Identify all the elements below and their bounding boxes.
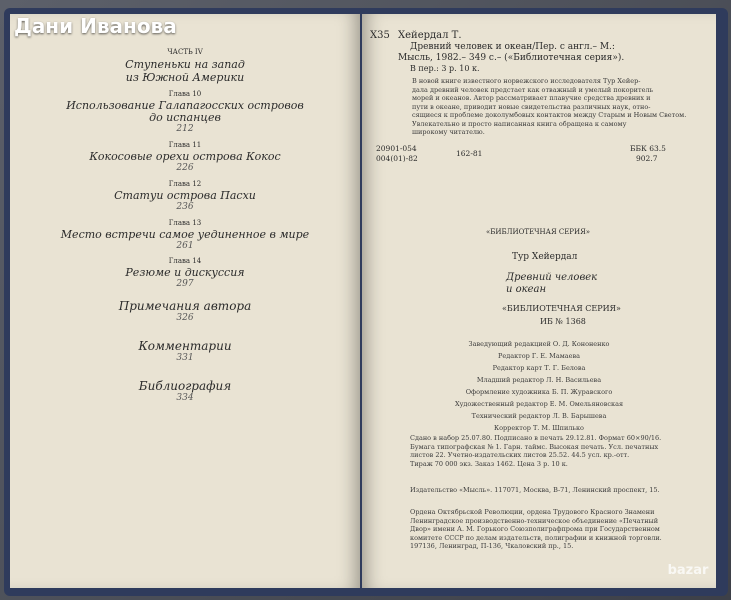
card-author: Хейердал Т.: [398, 30, 462, 41]
extra-page: 331: [176, 353, 194, 363]
card-price: В пер.: 3 р. 10 к.: [410, 64, 480, 73]
extra-page: 326: [176, 313, 194, 323]
seller-watermark: Дани Иванова: [14, 14, 177, 38]
bbk-code-2: 902.7: [636, 154, 658, 163]
chapter-title: Использование Галапагосских островов: [66, 99, 304, 112]
index-code-2: 004(01)-82: [376, 154, 418, 163]
series-caps: «БИБЛИОТЕЧНАЯ СЕРИЯ»: [502, 304, 621, 313]
chapter-label: Глава 12: [168, 180, 202, 188]
card-title: Древний человек и океан/Пер. с англ.– М.:: [410, 42, 615, 52]
extra-title: Комментарии: [138, 339, 232, 353]
ib-number: ИБ № 1368: [540, 317, 586, 326]
print-info: Сдано в набор 25.07.80. Подписано в печать 29.12.81. Формат 60×90/16. Бумага типографская № 1. Гарн. таймс. Высокая печать. Усл. печатных листов 22. Учетно-издательских листов 25.52. 44.5 усл. кр.-отт. Тираж 70 000 экз. Заказ 1462. Цена 3 р. 10 к.: [410, 434, 662, 468]
catalog-code: Х35: [370, 30, 390, 41]
index-code-3: 162-81: [456, 149, 483, 158]
chapter-page: 297: [176, 279, 194, 289]
chapter-title: Статуи острова Пасхи: [114, 189, 256, 202]
chapter-page: 226: [176, 163, 194, 173]
chapter-title: Место встречи самое уединенное в мире: [60, 228, 310, 241]
book-title-2: и океан: [506, 284, 547, 295]
chapter-page: 212: [176, 124, 194, 134]
part-title-line2: из Южной Америки: [125, 71, 245, 84]
part-title-line1: Ступеньки на запад: [125, 58, 245, 71]
chapter-page: 236: [176, 202, 194, 212]
chapter-label: Глава 11: [168, 141, 202, 149]
bbk-code: ББК 63.5: [630, 144, 666, 153]
card-imprint: Мысль, 1982.– 349 с.– («Библиотечная серия»).: [398, 53, 625, 63]
bazar-logo: [661, 554, 715, 584]
extra-page: 334: [176, 393, 194, 403]
extra-title: Примечания автора: [118, 299, 252, 313]
left-page: [10, 14, 360, 588]
series-label: «БИБЛИОТЕЧНАЯ СЕРИЯ»: [486, 228, 591, 236]
chapter-title: Резюме и дискуссия: [125, 266, 245, 279]
chapter-page: 261: [176, 241, 194, 251]
chapter-label: Глава 14: [168, 257, 202, 265]
chapter-label: Глава 13: [168, 219, 202, 227]
printer-info: Ордена Октябрьской Революции, ордена Трудового Красного Знамени Ленинградское производственно-техническое объединение «Печатный Двор» имени А. М. Горького Союзполиграфпрома при Государственном комитете СССР по делам издательств, полиграфии и книжной торговли. 197136, Ленинград, П-136, Чкаловский пр., 15.: [410, 508, 662, 550]
extra-title: Библиография: [138, 379, 232, 393]
part-label: ЧАСТЬ IV: [167, 48, 203, 56]
svg-text:bazar: bazar: [667, 563, 709, 578]
right-page: [362, 14, 716, 588]
chapter-label: Глава 10: [168, 90, 202, 98]
author-name: Тур Хейердал: [512, 252, 578, 262]
abstract: В новой книге известного норвежского исследователя Тур Хейер- дала древний человек предстает как отважный и умелый покоритель морей и океанов. Автор рассматривает плавучие средства древних и пути в океане, приводит новые свидетельства различных наук, отно- сящиеся к проблеме доколумбовых контактов между Старым и Новым Светом. Увлекательно и просто написанная книга обращена к самому широкому читателю.: [412, 77, 687, 136]
publisher-line: Издательство «Мысль». 117071, Москва, В-71, Ленинский проспект, 15.: [410, 486, 660, 494]
chapter-title: Кокосовые орехи острова Кокос: [89, 150, 281, 163]
index-code-1: 20901-054: [376, 144, 417, 153]
credits: Заведующий редакцией О. Д. Кононенко Редактор Г. Е. Мамаева Редактор карт Т. Г. Белова Младший редактор Л. Н. Васильева Оформление художника Б. П. Журавского Художественный редактор Е. М. Омельяновская Технический редактор Л. В. Барышева Корректор Т. М. Шпилько: [454, 340, 624, 432]
book-title-1: Древний человек: [506, 272, 598, 283]
chapter-title: до испанцев: [149, 111, 221, 124]
